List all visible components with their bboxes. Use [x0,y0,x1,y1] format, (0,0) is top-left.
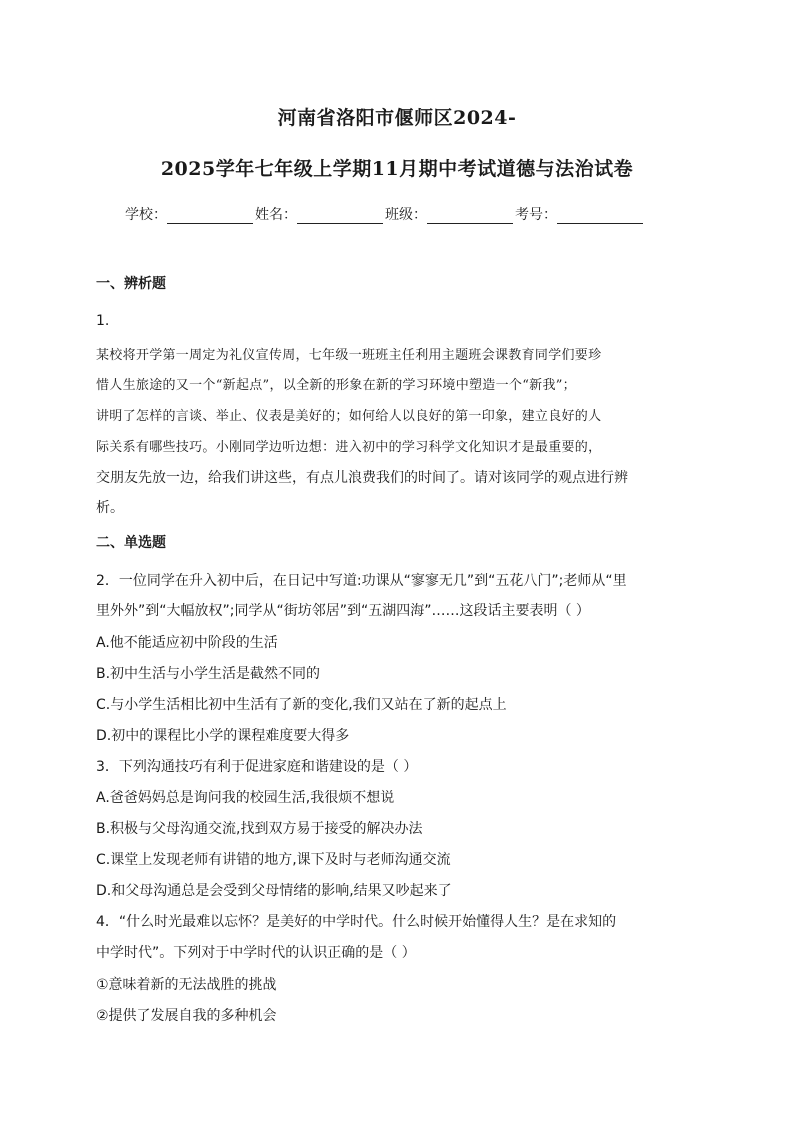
question-number: 1. [96,313,110,329]
number-label: 考号： [515,207,557,223]
question-text-line: 析。 [96,500,124,516]
answer-option: C.与小学生活相比初中生活有了新的变化,我们又站在了新的起点上 [96,697,507,713]
question-text-line: 惜人生旅途的又一个“新起点”，以全新的形象在新的学习环境中塑造一个“新我”； [96,378,576,393]
school-blank [167,209,253,224]
student-info-row [125,204,645,224]
exam-title-line-2: 2025学年七年级上学期11月期中考试道德与法治试卷 [160,158,634,180]
name-label: 姓名： [255,207,297,223]
answer-option: B.初中生活与小学生活是截然不同的 [96,666,321,682]
question-text-line: 3．下列沟通技巧有利于促进家庭和谐建设的是（ ） [96,759,418,775]
question-text-line: 讲明了怎样的言谈、举止、仪表是美好的；如何给人以良好的第一印象，建立良好的人 [96,409,602,424]
answer-option: C.课堂上发现老师有讲错的地方,课下及时与老师沟通交流 [96,852,451,868]
question-text-line: 交朋友先放一边，给我们讲这些，有点儿浪费我们的时间了。请对该同学的观点进行辨 [96,470,628,486]
class-blank [427,209,513,224]
question-text-line: 里外外”到“大幅放权”;同学从“街坊邻居”到“五湖四海”……这段话主要表明（ ） [96,603,590,619]
question-text-line: 2．一位同学在升入初中后，在日记中写道:功课从“寥寥无几”到“五花八门”;老师从“里 [96,573,627,589]
answer-option: ②提供了发展自我的多种机会 [96,1008,277,1024]
question-text-line: 4．“什么时光最难以忘怀？是美好的中学时代。什么时候开始懂得人生？是在求知的 [96,914,617,930]
class-label: 班级： [385,207,427,223]
question-text-line: 某校将开学第一周定为礼仪宣传周，七年级一班班主任利用主题班会课教育同学们要珍 [96,348,602,363]
section-heading: 一、辨析题 [96,276,166,292]
school-label: 学校： [125,207,167,223]
name-blank [297,209,383,224]
number-blank [557,209,643,224]
answer-option: D.初中的课程比小学的课程难度要大得多 [96,728,350,744]
answer-option: A.他不能适应初中阶段的生活 [96,635,278,651]
answer-option: D.和父母沟通总是会受到父母情绪的影响,结果又吵起来了 [96,883,452,899]
answer-option: A.爸爸妈妈总是询问我的校园生活,我很烦不想说 [96,790,395,806]
question-text-line: 中学时代”。下列对于中学时代的认识正确的是（ ） [96,945,416,961]
question-text-line: 际关系有哪些技巧。小刚同学边听边想：进入初中的学习科学文化知识才是最重要的， [96,440,602,455]
answer-option: B.积极与父母沟通交流,找到双方易于接受的解决办法 [96,821,423,837]
exam-title-line-1: 河南省洛阳市偃师区2024- [277,107,517,129]
section-heading: 二、单选题 [96,535,166,551]
answer-option: ①意味着新的无法战胜的挑战 [96,977,277,993]
